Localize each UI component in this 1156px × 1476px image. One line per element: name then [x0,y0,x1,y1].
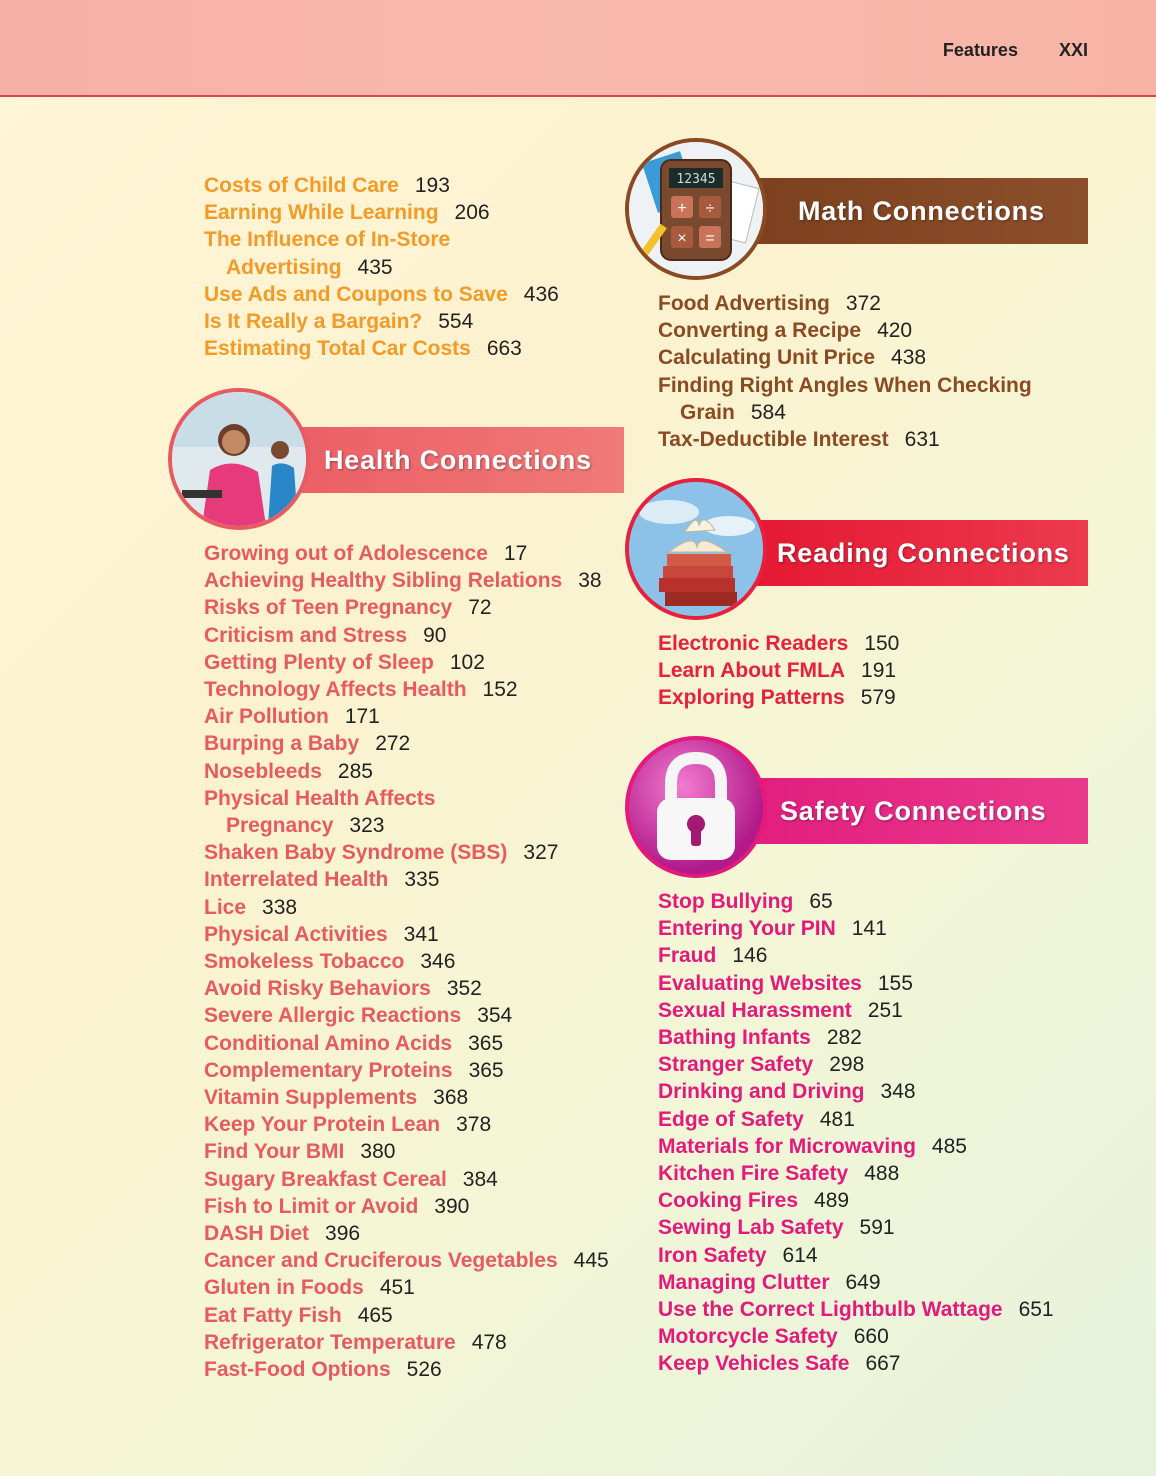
feature-title: The Influence of In-Store [204,228,451,252]
feature-title: Advertising [226,255,342,279]
feature-title: Vitamin Supplements [204,1086,418,1110]
feature-title: Grain [680,400,735,424]
list-item [204,254,559,281]
list-item [204,866,609,893]
page-ref: 485 [931,1134,967,1158]
page-ref: 451 [379,1276,415,1300]
svg-text:÷: ÷ [705,200,715,217]
feature-title: Fast-Food Options [204,1358,391,1382]
list-item [658,1350,1054,1377]
feature-title: Fraud [658,944,717,968]
list-item [658,317,1032,344]
page-ref: 171 [344,705,380,729]
feature-title: Stop Bullying [658,890,794,913]
list-item [204,281,559,308]
feature-title: Criticism and Stress [204,623,408,647]
feature-title: Drinking and Driving [658,1080,865,1104]
list-item [204,1030,609,1057]
feature-title: Use Ads and Coupons to Save [204,282,508,306]
feature-title: Managing Clutter [658,1270,830,1294]
page-ref: 282 [826,1026,862,1050]
page-ref: 478 [471,1330,507,1354]
list-item [204,649,609,676]
feature-title: Lice [204,895,247,919]
feature-title: DASH Diet [204,1222,310,1246]
page-ref: 346 [420,950,456,974]
list-item [658,997,1054,1024]
list-item [204,785,609,812]
feature-title: Technology Affects Health [204,678,467,702]
feature-title: Severe Allergic Reactions [204,1004,462,1028]
page-ref: 667 [865,1352,901,1376]
feature-title: Nosebleeds [204,759,322,783]
page-ref: 323 [349,814,385,838]
list-item [204,839,609,866]
feature-title: Motorcycle Safety [658,1325,838,1349]
feature-title: Complementary Proteins [204,1058,453,1082]
list-item [204,921,609,948]
feature-title: Bathing Infants [658,1026,811,1050]
feature-title: Smokeless Tobacco [204,950,405,974]
page-ref: 465 [357,1303,393,1327]
page-ref: 348 [880,1080,916,1104]
page-ref: 335 [404,868,440,892]
page-ref: 141 [851,917,887,941]
feature-title: Evaluating Websites [658,971,862,995]
page-ref: 352 [446,977,482,1001]
page-ref: 146 [732,944,768,968]
page-ref: 38 [578,569,602,593]
list-item [204,1247,609,1274]
page-ref: 651 [1018,1298,1054,1322]
list-item [658,1160,1054,1187]
health-photo-icon [168,388,310,530]
list-item [204,335,559,362]
feature-title: Sexual Harassment [658,998,852,1022]
math-connections-list [658,290,1032,453]
feature-title: Earning While Learning [204,201,439,225]
list-item [204,1356,609,1383]
feature-title: Pregnancy [226,814,334,838]
feature-title: Tax-Deductible Interest [658,428,889,452]
running-header [943,40,1088,61]
feature-title: Estimating Total Car Costs [204,337,471,361]
feature-title: Finding Right Angles When Checking [658,373,1032,397]
list-item [658,1133,1054,1160]
feature-title: Shaken Baby Syndrome (SBS) [204,841,508,865]
list-item [204,948,609,975]
list-item [204,703,609,730]
list-item [204,1002,609,1029]
list-item [658,1078,1054,1105]
list-item [204,1057,609,1084]
feature-title: Use the Correct Lightbulb Wattage [658,1298,1003,1322]
list-item [204,199,559,226]
page-ref: 193 [414,174,450,197]
page-ref: 365 [468,1031,504,1055]
feature-title: Gluten in Foods [204,1276,364,1300]
feature-title: Getting Plenty of Sleep [204,650,434,674]
page-ref: 420 [877,319,913,343]
feature-title: Cancer and Cruciferous Vegetables [204,1249,558,1273]
page-ref: 554 [438,310,474,334]
page-ref: 298 [829,1053,865,1077]
svg-text:+: + [677,200,687,217]
list-item [658,657,899,684]
list-item [658,1323,1054,1350]
list-item [204,1274,609,1301]
top-feature-list [204,172,559,362]
page-ref: 155 [877,971,913,995]
list-item [658,1051,1054,1078]
feature-title: Entering Your PIN [658,917,836,941]
feature-title: Growing out of Adolescence [204,542,488,565]
page-ref: 526 [406,1358,442,1382]
list-item [204,1193,609,1220]
list-item [658,399,1032,426]
page-ref: 152 [482,678,518,702]
page-ref: 445 [573,1249,609,1273]
math-connections-title: Math Connections [798,195,1045,226]
list-item [658,1242,1054,1269]
page-ref: 380 [360,1140,396,1164]
page-ref: 354 [477,1004,513,1028]
section-name: Features [942,40,1018,60]
svg-text:=: = [705,230,715,247]
feature-title: Converting a Recipe [658,319,862,343]
health-connections-list [204,540,609,1383]
list-item [204,1220,609,1247]
list-item [658,1296,1054,1323]
feature-title: Food Advertising [658,292,830,315]
header-band [0,0,1156,97]
list-item [658,1024,1054,1051]
feature-title: Eat Fatty Fish [204,1303,342,1327]
page-ref: 579 [860,686,896,710]
list-item [658,426,1032,453]
page-ref: 488 [864,1162,900,1186]
calculator-icon [625,138,767,280]
books-icon [625,478,767,620]
page-ref: 327 [523,841,559,865]
feature-title: Sugary Breakfast Cereal [204,1167,447,1191]
feature-title: Stranger Safety [658,1053,814,1077]
list-item [658,970,1054,997]
page-ref: 368 [433,1086,469,1110]
page-ref: 614 [782,1243,818,1267]
list-item [658,1187,1054,1214]
page-ref: 436 [523,282,559,306]
reading-connections-list [658,630,899,712]
feature-title: Costs of Child Care [204,174,399,197]
page-ref: 341 [403,922,439,946]
list-item [204,975,609,1002]
feature-title: Physical Activities [204,922,388,946]
page-ref: 338 [262,895,298,919]
list-item [658,1214,1054,1241]
list-item [204,622,609,649]
page-ref: 396 [325,1222,361,1246]
feature-title: Keep Your Protein Lean [204,1113,441,1137]
feature-title: Fish to Limit or Avoid [204,1194,419,1218]
feature-title: Air Pollution [204,705,329,729]
feature-title: Electronic Readers [658,632,849,655]
list-item [658,1269,1054,1296]
list-item [658,1106,1054,1133]
page-ref: 90 [423,623,447,647]
list-item [204,540,609,567]
list-item [204,226,559,253]
list-item [204,1084,609,1111]
page-ref: 390 [434,1194,470,1218]
padlock-icon [625,736,767,878]
feature-title: Avoid Risky Behaviors [204,977,431,1001]
list-item [658,888,1054,915]
feature-title: Risks of Teen Pregnancy [204,596,453,620]
feature-title: Interrelated Health [204,868,389,892]
list-item [204,1166,609,1193]
page-ref: 631 [904,428,940,452]
feature-title: Physical Health Affects [204,786,436,810]
list-item [658,344,1032,371]
page-ref: 663 [486,337,522,361]
feature-title: Sewing Lab Safety [658,1216,844,1240]
svg-text:×: × [677,230,687,247]
page-ref: 489 [814,1189,850,1213]
feature-title: Materials for Microwaving [658,1134,916,1158]
feature-title: Calculating Unit Price [658,346,876,370]
page-ref: 206 [454,201,490,225]
feature-title: Is It Really a Bargain? [204,310,423,334]
calculator-display-text: 12345 [676,172,716,187]
page-ref: 372 [845,292,881,315]
feature-title: Learn About FMLA [658,659,846,683]
page-ref: 481 [819,1107,855,1131]
feature-title: Iron Safety [658,1243,767,1267]
page-ref: 251 [867,998,903,1022]
list-item [658,915,1054,942]
page-ref: 17 [503,542,528,565]
page-ref: 660 [853,1325,889,1349]
list-item [658,684,899,711]
list-item [204,308,559,335]
list-item [204,676,609,703]
list-item [204,1138,609,1165]
page-ref: 191 [861,659,897,683]
list-item [204,1302,609,1329]
page-ref: 584 [750,400,786,424]
page-ref: 102 [449,650,485,674]
feature-title: Conditional Amino Acids [204,1031,453,1055]
feature-title: Cooking Fires [658,1189,799,1213]
list-item [204,1329,609,1356]
list-item [658,630,899,657]
list-item [658,372,1032,399]
reading-connections-title: Reading Connections [777,537,1070,568]
safety-connections-list [658,888,1054,1378]
page-ref: 378 [456,1113,492,1137]
page-ref: 435 [357,255,393,279]
list-item [658,942,1054,969]
list-item [204,172,559,199]
page-ref: 272 [375,732,411,756]
page-ref: 649 [845,1270,881,1294]
feature-title: Achieving Healthy Sibling Relations [204,569,563,593]
page-ref: 285 [337,759,373,783]
list-item [658,290,1032,317]
list-item [204,594,609,621]
page-ref: 65 [809,890,833,913]
page-number: XXI [1058,40,1088,60]
page-ref: 384 [462,1167,498,1191]
list-item [204,1111,609,1138]
feature-title: Keep Vehicles Safe [658,1352,850,1376]
list-item [204,730,609,757]
list-item [204,567,609,594]
feature-title: Burping a Baby [204,732,360,756]
page-ref: 591 [859,1216,895,1240]
health-connections-title: Health Connections [324,444,592,475]
feature-title: Exploring Patterns [658,686,845,710]
feature-title: Find Your BMI [204,1140,345,1164]
list-item [204,812,609,839]
page-ref: 150 [864,632,900,655]
safety-connections-title: Safety Connections [780,795,1047,826]
list-item [204,758,609,785]
list-item [204,894,609,921]
feature-title: Kitchen Fire Safety [658,1162,849,1186]
feature-title: Refrigerator Temperature [204,1330,456,1354]
page-ref: 365 [468,1058,504,1082]
feature-title: Edge of Safety [658,1107,804,1131]
page-ref: 72 [468,596,492,620]
page-ref: 438 [891,346,927,370]
